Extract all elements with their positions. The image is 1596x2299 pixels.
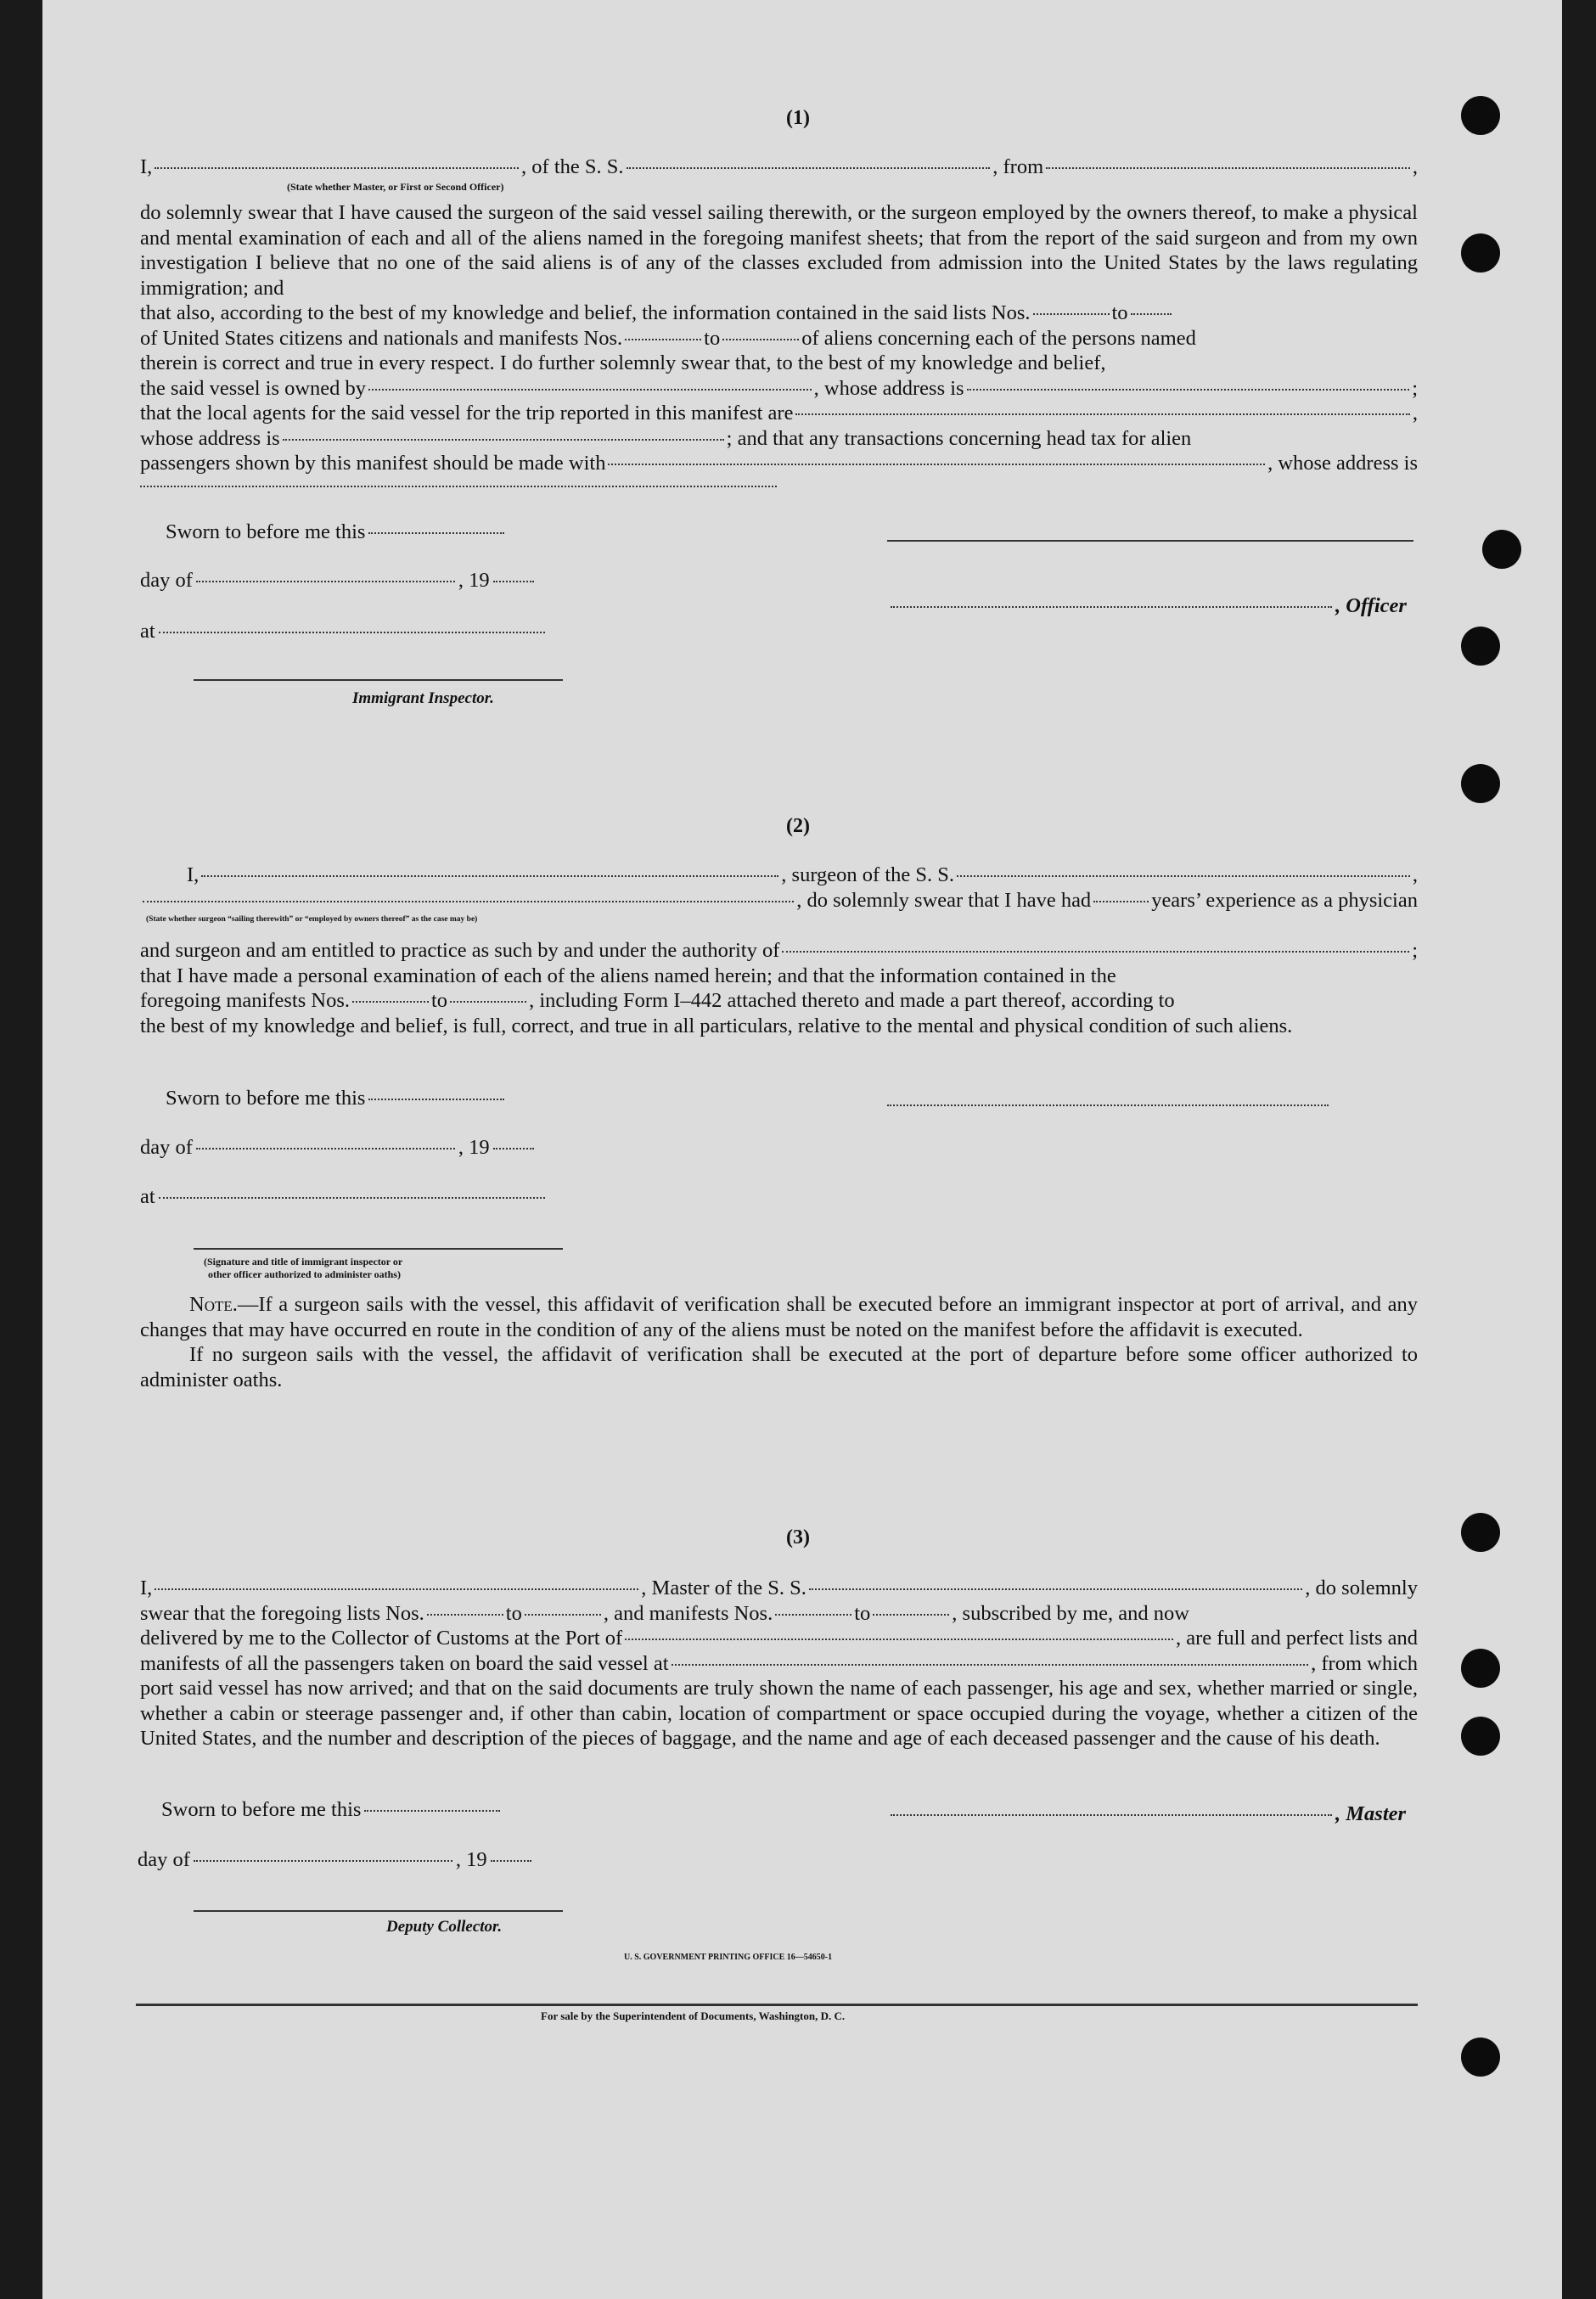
owner-field[interactable]	[368, 389, 812, 391]
binder-hole	[1461, 1649, 1500, 1688]
text: whose address is	[140, 426, 280, 450]
s1-line-2	[140, 301, 1418, 326]
s2-dayof	[140, 1136, 537, 1160]
text: , 19	[458, 569, 490, 592]
text: manifests of all the passengers taken on board the said vessel at	[140, 1651, 669, 1675]
text: and surgeon and am entitled to practice as such by and under the authority of	[140, 939, 780, 962]
s2-line-6: the best of my knowledge and belief, is full, correct, and true in all particulars, relative to the mental and physical condition of such aliens.	[140, 1014, 1293, 1037]
text: , do solemnly	[1305, 1577, 1418, 1599]
binder-hole	[1461, 233, 1500, 273]
text: ,	[1412, 402, 1418, 424]
collector-port-field[interactable]	[625, 1639, 1173, 1640]
s3-manifests-to-field[interactable]	[873, 1614, 949, 1616]
s2-year-field[interactable]	[493, 1148, 534, 1150]
text: , and manifests Nos.	[603, 1601, 773, 1625]
text: ,	[1412, 863, 1418, 886]
s3-sworn-day-field[interactable]	[364, 1810, 500, 1812]
section-3-body	[140, 1676, 1418, 1751]
s1-line-1	[140, 155, 1418, 180]
s2-line-2	[140, 888, 1418, 913]
s3-line-4	[140, 1651, 1418, 1677]
text: foregoing manifests Nos.	[140, 989, 350, 1012]
note-text-1: —If a surgeon sails with the vessel, this affidavit of verification shall be executed before an immigrant inspector at port of arrival, and any changes that may have occurred en route in the condition of any of the aliens must be noted on the manifest before the affidavit is executed.	[140, 1293, 1418, 1341]
text-comma: ,	[1412, 155, 1419, 178]
text-of-ss: , of the S. S.	[521, 155, 624, 178]
s3-lists-to-field[interactable]	[525, 1614, 601, 1616]
text: , whose address is	[813, 376, 964, 400]
deputy-collector-label: Deputy Collector.	[386, 1918, 503, 1936]
local-agents-field[interactable]	[795, 413, 1409, 415]
head-tax-field[interactable]	[608, 464, 1265, 465]
section-3-text	[140, 1576, 1418, 1676]
vessel-name-field[interactable]	[627, 167, 991, 169]
text: Sworn to before me this	[166, 1087, 366, 1110]
text: swear that the foregoing lists Nos.	[140, 1601, 424, 1625]
surgeon-note: (State whether surgeon “sailing therewith” or “employed by owners thereof” as the case may be)	[146, 915, 478, 924]
owner-address-field[interactable]	[967, 389, 1410, 391]
binder-hole	[1461, 1717, 1500, 1756]
text: years’ experience as a physician	[1151, 888, 1418, 912]
s1-line-6	[140, 401, 1418, 426]
s1-line-5	[140, 376, 1418, 402]
master-note: (State whether Master, or First or Second Officer)	[287, 181, 504, 193]
footer-rule	[136, 2004, 1418, 2006]
text: day of	[140, 569, 193, 592]
agents-address-field[interactable]	[283, 439, 724, 441]
manifests-to-field[interactable]	[722, 339, 799, 340]
s2-at-field[interactable]	[159, 1197, 545, 1199]
text: passengers shown by this manifest should be made with	[140, 452, 606, 475]
s1-at	[140, 620, 548, 644]
s3-master	[887, 1802, 1406, 1826]
text: to	[505, 1601, 522, 1625]
text: ;	[1412, 939, 1418, 962]
s2-signature-line[interactable]	[194, 1248, 563, 1250]
note-label: Note.	[189, 1293, 238, 1316]
binder-hole	[1461, 2038, 1500, 2077]
surgeon-signature-field[interactable]	[887, 1105, 1329, 1106]
manifests-from-field[interactable]	[625, 339, 701, 340]
text: , are full and perfect lists and	[1175, 1627, 1418, 1650]
text-from: , from	[992, 155, 1044, 178]
text: Sworn to before me this	[166, 520, 366, 543]
collector-signature-line[interactable]	[194, 1910, 563, 1912]
section-1-text	[140, 155, 1418, 180]
surgeon-name-field[interactable]	[201, 875, 778, 877]
text: to	[431, 989, 448, 1012]
s3-line-3	[140, 1626, 1418, 1651]
text: , subscribed by me, and now	[952, 1601, 1189, 1625]
section-2-heading: (2)	[786, 815, 810, 837]
signature-note-1: (Signature and title of immigrant inspector or	[204, 1256, 403, 1268]
text: , Officer	[1335, 594, 1407, 617]
s2-sworn	[166, 1087, 508, 1110]
years-experience-field[interactable]	[1093, 901, 1149, 902]
text: , including Form I–442 attached thereto and made a part thereof, according to	[529, 989, 1175, 1012]
text: Sworn to before me this	[161, 1798, 362, 1821]
text: to	[704, 326, 721, 350]
s1-paragraph: do solemnly swear that I have caused the surgeon of the said vessel sailing therewith, or the surgeon employed by the owners thereof, to make a physical and mental examination of each and all of the aliens named in the foregoing manifest sheets; that from the report of the said surgeon and from my own investigation I believe that no one of the said aliens is of any of the classes excluded from admission into the United States by the laws regulating immigration; and	[140, 201, 1418, 300]
text: the said vessel is owned by	[140, 376, 367, 400]
lists-from-field[interactable]	[1033, 313, 1110, 315]
section-1-body	[140, 200, 1418, 476]
section-3-heading: (3)	[786, 1526, 810, 1549]
head-tax-address-field[interactable]	[140, 486, 777, 487]
text-i: I,	[140, 155, 153, 178]
s3-lists-from-field[interactable]	[427, 1614, 503, 1616]
text: day of	[138, 1848, 190, 1871]
s1-sworn	[166, 520, 508, 544]
section-2-body	[140, 938, 1418, 1038]
s1-line-4: therein is correct and true in every respect. I do further solemnly swear that, to the best of my knowledge and belief,	[140, 351, 1106, 374]
authority-field[interactable]	[782, 951, 1409, 953]
s1-at-field[interactable]	[159, 632, 545, 633]
section-2-text	[140, 863, 1418, 913]
printing-office: U. S. GOVERNMENT PRINTING OFFICE 16—54650-1	[624, 1953, 833, 1962]
section-1-heading: (1)	[786, 107, 810, 129]
text: , Master	[1335, 1802, 1407, 1825]
s2-at	[140, 1185, 548, 1209]
text: , 19	[458, 1136, 490, 1159]
text: , surgeon of the S. S.	[781, 863, 955, 886]
s1-month-field[interactable]	[196, 581, 455, 582]
s2-vessel-field[interactable]	[957, 875, 1410, 877]
s1-year-field[interactable]	[493, 581, 534, 582]
text: to	[1111, 301, 1128, 324]
binder-hole	[1461, 627, 1500, 666]
text: at	[140, 1185, 155, 1208]
s1-line-7	[140, 426, 1418, 452]
text	[140, 1292, 1418, 1342]
note-text-2: If no surgeon sails with the vessel, the affidavit of verification shall be executed at the port of departure before some officer authorized to administer oaths.	[140, 1343, 1418, 1391]
s2-manifests-to-field[interactable]	[450, 1001, 526, 1003]
s2-month-field[interactable]	[196, 1148, 455, 1150]
for-sale-notice: For sale by the Superintendent of Documents, Washington, D. C.	[541, 2010, 846, 2022]
text: day of	[140, 1136, 193, 1159]
binder-hole	[1461, 764, 1500, 803]
s1-sworn-day-field[interactable]	[368, 532, 504, 534]
text: of aliens concerning each of the persons named	[801, 326, 1196, 350]
officer-signature-field[interactable]	[891, 606, 1332, 608]
master-signature-field[interactable]	[891, 1814, 1332, 1816]
s3-dayof	[138, 1848, 535, 1872]
s3-paragraph: port said vessel has now arrived; and that on the said documents are truly shown the name of each passenger, his age and sex, whether married or single, whether a cabin or steerage passenger and, if other than cabin, location of compartment or space occupied during the voyage, whether a citizen of the United States, and the number and description of the pieces of baggage, and the name and age of each deceased passenger and the cause of his death.	[140, 1677, 1418, 1750]
inspector-signature-line[interactable]	[194, 679, 563, 681]
officer-name-field[interactable]	[155, 167, 519, 169]
s2-line-3	[140, 938, 1418, 964]
text: delivered by me to the Collector of Customs at the Port of	[140, 1627, 623, 1650]
text: , 19	[455, 1848, 487, 1871]
lists-to-field[interactable]	[1131, 313, 1172, 315]
s1-officer	[887, 594, 1407, 618]
embark-port-field[interactable]	[672, 1664, 1309, 1666]
immigrant-inspector-label: Immigrant Inspector.	[352, 689, 494, 707]
s2-line-4: that I have made a personal examination of each of the aliens named herein; and that the information contained in the	[140, 964, 1116, 987]
s2-manifests-from-field[interactable]	[352, 1001, 429, 1003]
officer-signature-line-top[interactable]	[887, 540, 1413, 542]
s2-line-1	[140, 863, 1418, 888]
text: that the local agents for the said vessel for the trip reported in this manifest are	[140, 402, 794, 424]
text: to	[854, 1601, 871, 1625]
text: that also, according to the best of my knowledge and belief, the information contained in the said lists Nos.	[140, 301, 1031, 324]
text: , do solemnly swear that I have had	[796, 888, 1092, 912]
s2-sworn-day-field[interactable]	[368, 1099, 504, 1100]
s3-month-field[interactable]	[194, 1860, 452, 1862]
text: , from which	[1311, 1651, 1418, 1675]
surgeon-note-text	[140, 1292, 1418, 1392]
master-name-field[interactable]	[155, 1588, 638, 1590]
text: ;	[1412, 376, 1419, 400]
s3-sworn	[161, 1798, 503, 1822]
text: , Master of the S. S.	[641, 1577, 806, 1599]
text: I,	[187, 863, 200, 886]
surgeon-status-field[interactable]	[143, 901, 794, 902]
text: at	[140, 620, 155, 643]
s3-manifests-from-field[interactable]	[775, 1614, 851, 1616]
text: of United States citizens and nationals and manifests Nos.	[140, 326, 623, 350]
text: ; and that any transactions concerning head tax for alien	[726, 426, 1192, 450]
s3-line-2	[140, 1601, 1418, 1627]
s1-line-8	[140, 451, 1418, 476]
s1-dayof	[140, 569, 537, 593]
s3-vessel-field[interactable]	[809, 1588, 1302, 1590]
text: I,	[140, 1577, 153, 1599]
text: , whose address is	[1267, 452, 1418, 475]
s3-line-1	[140, 1576, 1418, 1601]
signature-note-2: other officer authorized to administer oaths)	[208, 1268, 401, 1280]
s3-year-field[interactable]	[491, 1860, 531, 1862]
s2-line-5	[140, 988, 1418, 1014]
s1-line-3	[140, 326, 1418, 351]
departure-port-field[interactable]	[1046, 167, 1410, 169]
binder-hole	[1482, 530, 1521, 569]
